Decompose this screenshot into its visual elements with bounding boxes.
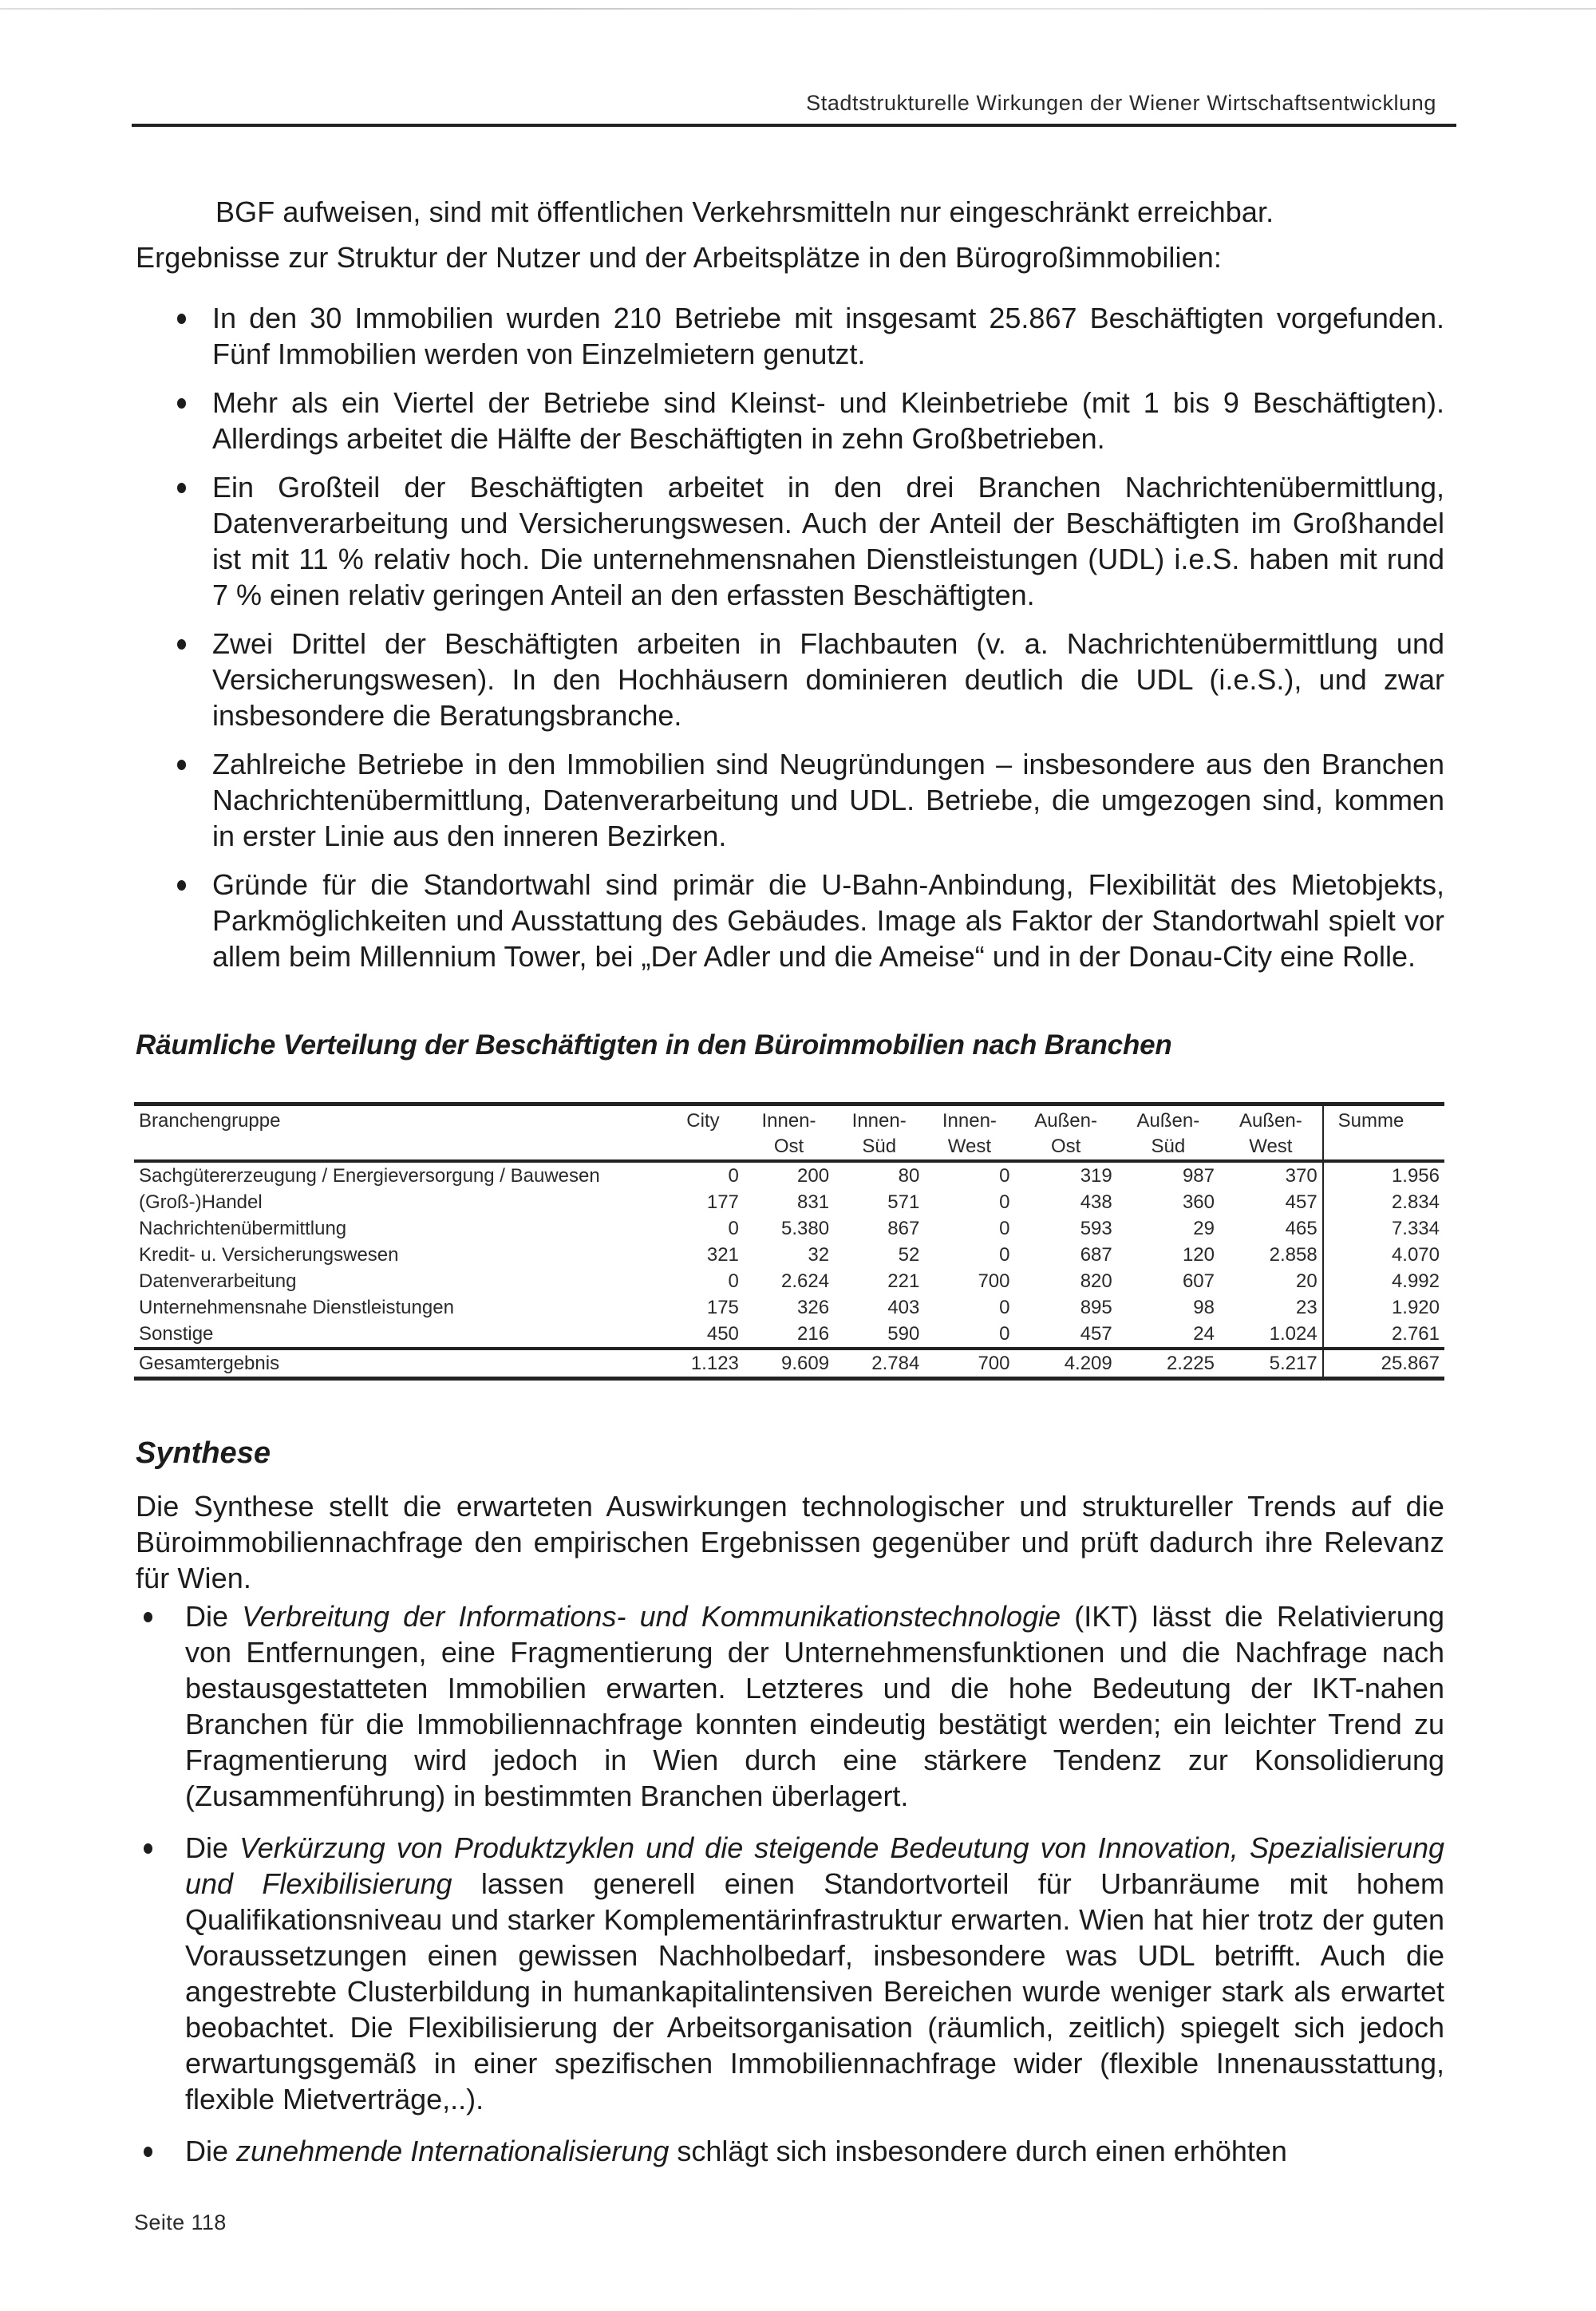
finding-item	[136, 469, 1444, 613]
finding-text: Ein Großteil der Beschäftigten arbeitet in den drei Branchen Nachrichtenübermittlung, Datenverarbeitung und Versicherungswesen. Auch der Anteil der Beschäftigten im Großhandel ist mit 11 % relativ hoch. Die unternehmensnahen Dienstleistungen (UDL) i.e.S. haben mit rund 7 % einen relativ geringen Anteil an den erfassten Beschäftigten.	[212, 471, 1444, 611]
cell: 221	[887, 1270, 920, 1292]
lead-in-paragraph: Ergebnisse zur Struktur der Nutzer und der Arbeitsplätze in den Bürogroßimmobilien:	[136, 241, 1222, 274]
column-header: Außen- West	[1219, 1104, 1323, 1162]
table-title: Räumliche Verteilung der Beschäftigten in den Büroimmobilien nach Branchen	[136, 1029, 1172, 1061]
running-header: Stadtstrukturelle Wirkungen der Wiener Wirtschaftsentwicklung	[806, 91, 1436, 115]
cell: 4.209	[1015, 1349, 1117, 1379]
continuation-text: BGF aufweisen, sind mit öffentlichen Verkehrsmitteln nur eingeschränkt erreichbar.	[215, 196, 1274, 228]
item-text: (IKT) lässt die Relativierung von Entfernungen, eine Fragmentierung der Unternehmensfunktionen und die Nachfrage nach bestausgestatteten Immobilien erwarten. Letzteres und die hohe Bedeutung der IKT-nahen Branchen für die Immobiliennachfrage konnten eindeutig bestätigt werden; ein leichter Trend zu Fragmentierung wird jedoch in Wien durch eine stärkere Tendenz zur Konsolidierung (Zusammenführung) in bestimmten Branchen überlagert.	[185, 1600, 1444, 1812]
cell: 403	[887, 1296, 920, 1318]
column-header: Innen- Ost	[744, 1104, 834, 1162]
cell: 52	[898, 1243, 920, 1266]
cell: 319	[1080, 1164, 1112, 1187]
cell: 867	[887, 1217, 920, 1239]
cell: 2.624	[781, 1270, 830, 1292]
cell: 370	[1285, 1164, 1317, 1187]
synthese-item	[136, 1830, 1444, 2117]
header-rule	[132, 124, 1456, 127]
cell: 2.784	[834, 1349, 924, 1379]
cell: 831	[797, 1191, 830, 1213]
finding-item	[136, 385, 1444, 456]
cell: 24	[1117, 1321, 1219, 1349]
cell: 321	[706, 1243, 739, 1266]
item-emphasis: Verkürzung von Produktzyklen und die steigende Bedeutung von Innovation, Spezialisierung und Flexibilisierung	[185, 1831, 1444, 1900]
cell: 700	[924, 1349, 1014, 1379]
sum-cell: 1.956	[1323, 1161, 1444, 1189]
column-header: Innen- West	[924, 1104, 1014, 1162]
cell: 200	[797, 1164, 830, 1187]
column-header: Branchengruppe	[134, 1104, 662, 1162]
finding-text: In den 30 Immobilien wurden 210 Betriebe mit insgesamt 25.867 Beschäftigten vorgefunden. Fünf Immobilien werden von Einzelmietern genutzt.	[212, 302, 1444, 370]
cell: 987	[1182, 1164, 1215, 1187]
item-text: Die	[185, 2135, 237, 2167]
column-header: Außen- Süd	[1117, 1104, 1219, 1162]
cell: 571	[887, 1191, 920, 1213]
cell: 0	[999, 1296, 1010, 1318]
cell: 23	[1295, 1296, 1317, 1318]
column-header: City	[662, 1104, 744, 1162]
item-text: Die	[185, 1831, 240, 1864]
cell: 465	[1285, 1217, 1317, 1239]
row-label: Datenverarbeitung	[139, 1270, 297, 1292]
cell: 590	[834, 1321, 924, 1349]
continuation-paragraph	[136, 194, 1444, 230]
row-label: (Groß-)Handel	[139, 1191, 263, 1213]
column-header: Außen- Ost	[1015, 1104, 1117, 1162]
total-row	[134, 1349, 1444, 1379]
table-row	[134, 1215, 1444, 1242]
bullet-icon	[177, 398, 186, 409]
cell: 98	[1193, 1296, 1215, 1318]
scan-edge	[0, 8, 1596, 10]
cell: 438	[1080, 1191, 1112, 1213]
cell: 5.380	[781, 1217, 830, 1239]
cell: 0	[924, 1321, 1014, 1349]
synthese-item	[136, 1598, 1444, 1814]
cell: 326	[797, 1296, 830, 1318]
sum-cell: 1.920	[1323, 1294, 1444, 1321]
cell: 2.225	[1117, 1349, 1219, 1379]
page-number: Seite 118	[134, 2210, 227, 2234]
cell: 457	[1015, 1321, 1117, 1349]
cell: 360	[1182, 1191, 1215, 1213]
section-heading-synthese: Synthese	[136, 1436, 271, 1470]
finding-item	[136, 300, 1444, 372]
bullet-icon	[177, 760, 186, 770]
cell: 0	[999, 1191, 1010, 1213]
row-label: Gesamtergebnis	[134, 1349, 662, 1379]
table-row	[134, 1161, 1444, 1189]
employment-table	[134, 1102, 1444, 1381]
cell: 20	[1295, 1270, 1317, 1292]
finding-text: Gründe für die Standortwahl sind primär die U-Bahn-Anbindung, Flexibilität des Mietobjekts, Parkmöglichkeiten und Ausstattung des Gebäudes. Image als Faktor der Standortwahl spielt vor allem beim Millennium Tower, bei „Der Adler und die Ameise“ und in der Donau-City eine Rolle.	[212, 868, 1444, 973]
cell: 0	[999, 1243, 1010, 1266]
sum-cell: 4.070	[1323, 1242, 1444, 1268]
bullet-icon	[144, 2147, 152, 2157]
bullet-icon	[177, 880, 186, 891]
cell: 175	[706, 1296, 739, 1318]
table-row	[134, 1321, 1444, 1349]
sum-cell: 4.992	[1323, 1268, 1444, 1294]
synthese-list	[136, 1598, 1444, 2185]
table-row	[134, 1268, 1444, 1294]
sum-cell: 2.761	[1323, 1321, 1444, 1349]
cell: 1.024	[1219, 1321, 1323, 1349]
item-text: lassen generell einen Standortvorteil für Urbanräume mit hohem Qualifikationsniveau und starker Komplementärinfrastruktur erwarten. Wien hat hier trotz der guten Voraussetzungen einen gewissen Nachholbedarf, insbesondere was UDL betrifft. Auch die angestrebte Clusterbildung in humankapitalintensiven Bereichen wurde weniger stark als erwartet beobachtet. Die Flexibilisierung der Arbeitsorganisation (räumlich, zeitlich) spiegelt sich jedoch erwartungsgemäß in einer spezifischen Immobiliennachfrage wider (flexible Innenausstattung, flexible Mietverträge,..).	[185, 1867, 1444, 2115]
cell: 32	[808, 1243, 830, 1266]
cell: 2.858	[1269, 1243, 1317, 1266]
finding-text: Mehr als ein Viertel der Betriebe sind Kleinst- und Kleinbetriebe (mit 1 bis 9 Beschäftigten). Allerdings arbeitet die Hälfte der Beschäftigten in zehn Großbetrieben.	[212, 386, 1444, 455]
sum-cell: 7.334	[1323, 1215, 1444, 1242]
cell: 593	[1080, 1217, 1112, 1239]
item-emphasis: zunehmende Internationalisierung	[236, 2135, 670, 2167]
bullet-icon	[177, 314, 186, 324]
row-label: Sonstige	[134, 1321, 662, 1349]
cell: 700	[978, 1270, 1010, 1292]
cell: 895	[1080, 1296, 1112, 1318]
row-label: Sachgütererzeugung / Energieversorgung / Bauwesen	[139, 1164, 600, 1187]
cell: 0	[728, 1164, 739, 1187]
cell: 0	[728, 1217, 739, 1239]
bullet-icon	[177, 639, 186, 650]
bullet-icon	[144, 1612, 152, 1622]
cell: 450	[662, 1321, 744, 1349]
cell: 5.217	[1219, 1349, 1323, 1379]
item-emphasis: Verbreitung der Informations- und Kommunikationstechnologie	[242, 1600, 1061, 1633]
column-header: Summe	[1323, 1104, 1444, 1162]
table-row	[134, 1294, 1444, 1321]
cell: 80	[898, 1164, 920, 1187]
synthese-intro: Die Synthese stellt die erwarteten Auswirkungen technologischer und struktureller Trends auf die Büroimmobiliennachfrage den empirischen Ergebnissen gegenüber und prüft dadurch ihre Relevanz für Wien.	[136, 1490, 1444, 1594]
item-text: schlägt sich insbesondere durch einen erhöhten	[669, 2135, 1287, 2167]
cell: 120	[1182, 1243, 1215, 1266]
row-label: Unternehmensnahe Dienstleistungen	[139, 1296, 454, 1318]
cell: 9.609	[744, 1349, 834, 1379]
cell: 216	[744, 1321, 834, 1349]
table-header-row	[134, 1104, 1444, 1162]
cell: 607	[1182, 1270, 1215, 1292]
finding-text: Zwei Drittel der Beschäftigten arbeiten in Flachbauten (v. a. Nachrichtenübermittlung und Versicherungswesen). In den Hochhäusern dominieren deutlich die UDL (i.e.S.), und zwar insbesondere die Beratungsbranche.	[212, 627, 1444, 732]
sum-cell: 25.867	[1323, 1349, 1444, 1379]
finding-item	[136, 626, 1444, 733]
cell: 687	[1080, 1243, 1112, 1266]
finding-item	[136, 746, 1444, 854]
cell: 177	[706, 1191, 739, 1213]
item-text: Die	[185, 1600, 243, 1633]
synthese-item	[136, 2133, 1444, 2169]
cell: 29	[1193, 1217, 1215, 1239]
finding-text: Zahlreiche Betriebe in den Immobilien sind Neugründungen – insbesondere aus den Branchen Nachrichtenübermittlung, Datenverarbeitung und UDL. Betriebe, die umgezogen sind, kommen in erster Linie aus den inneren Bezirken.	[212, 748, 1444, 852]
bullet-icon	[177, 483, 186, 493]
table-row	[134, 1189, 1444, 1215]
finding-item	[136, 867, 1444, 974]
sum-cell: 2.834	[1323, 1189, 1444, 1215]
cell: 0	[728, 1270, 739, 1292]
cell: 820	[1080, 1270, 1112, 1292]
row-label: Nachrichtenübermittlung	[139, 1217, 347, 1239]
table-row	[134, 1242, 1444, 1268]
bullet-icon	[144, 1843, 152, 1854]
row-label: Kredit- u. Versicherungswesen	[139, 1243, 399, 1266]
cell: 1.123	[662, 1349, 744, 1379]
column-header: Innen- Süd	[834, 1104, 924, 1162]
findings-list	[136, 300, 1444, 987]
cell: 0	[999, 1164, 1010, 1187]
cell: 0	[999, 1217, 1010, 1239]
cell: 457	[1285, 1191, 1317, 1213]
